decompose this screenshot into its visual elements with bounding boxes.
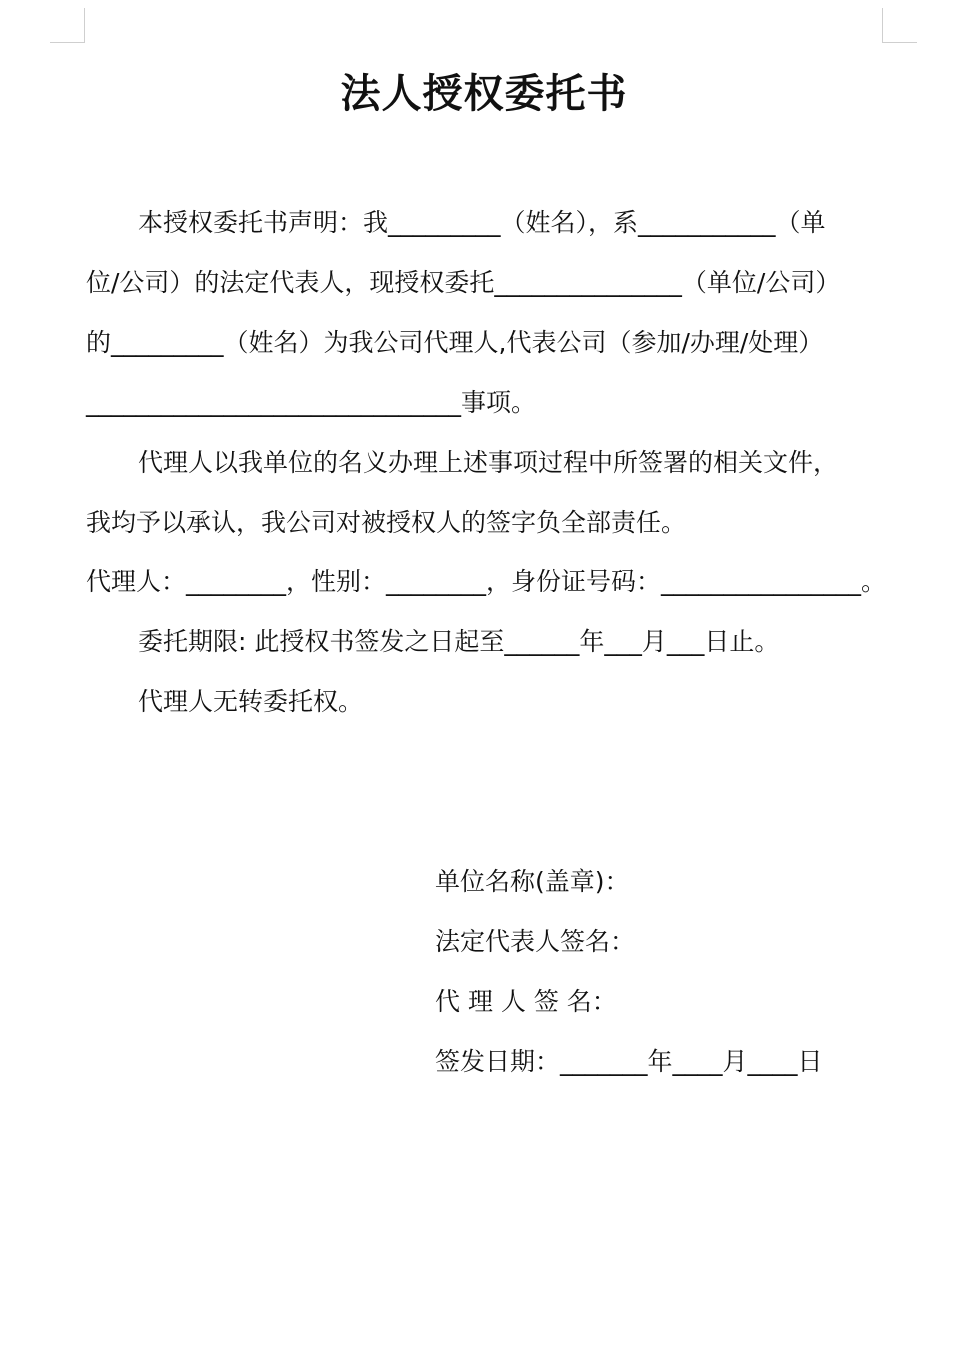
body-line-4: ______________________________事项。 [86, 388, 537, 417]
body-line-6: 我均予以承认，我公司对被授权人的签字负全部责任。 [86, 508, 687, 537]
agent-info-line: 代理人：________，性别：________，身份证号码：________________。 [86, 567, 887, 596]
agent-signature-label: 代 理 人 签 名： [435, 987, 617, 1016]
body-line-1: 本授权委托书声明：我_________（姓名），系___________（单 [138, 208, 826, 237]
body-line-5: 代理人以我单位的名义办理上述事项过程中所签署的相关文件， [138, 448, 839, 477]
page-corner-mark-right [882, 8, 917, 43]
issue-date-line: 签发日期：_______年____月____日 [435, 1047, 823, 1076]
page-corner-mark-left [50, 8, 85, 43]
legal-rep-signature-label: 法定代表人签名： [435, 927, 636, 956]
body-line-3: 的_________（姓名）为我公司代理人,代表公司（参加/办理/处理） [86, 328, 824, 357]
term-line: 委托期限: 此授权书签发之日起至______年___月___日止。 [138, 627, 780, 656]
unit-name-seal-label: 单位名称(盖章)： [435, 867, 630, 896]
document-title: 法人授权委托书 [340, 71, 628, 117]
body-line-2: 位/公司）的法定代表人，现授权委托_______________（单位/公司） [86, 268, 841, 297]
no-sub-delegation-line: 代理人无转委托权。 [138, 687, 364, 716]
